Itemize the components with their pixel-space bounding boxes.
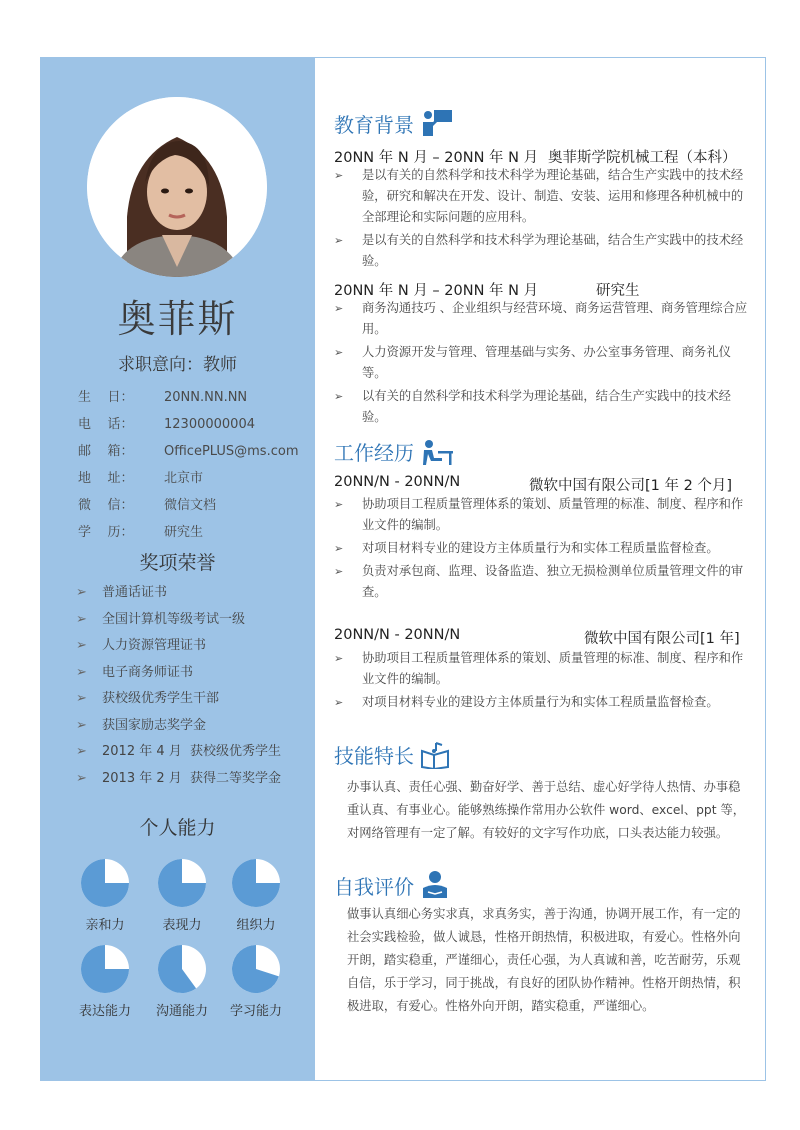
- candidate-name: 奥菲斯: [117, 297, 238, 341]
- education-bullets-1: [334, 165, 752, 274]
- work-entry-header: 20NN/N - 20NN/N 微软中国有限公司[1 年 2 个月]: [334, 474, 733, 494]
- abilities-heading: 个人能力: [139, 817, 216, 839]
- ability-pie: 表现力: [147, 858, 217, 933]
- award-item: ➢ 2013 年 2 月 获得二等奖学金: [76, 766, 281, 793]
- arrow-icon: ➢: [76, 638, 87, 653]
- awards-list: [76, 580, 281, 792]
- pie-chart-icon: [157, 944, 207, 994]
- list-item: ➢ 商务沟通技巧 、企业组织与经营环境、商务运营管理、商务管理综合应用。: [334, 298, 752, 340]
- award-item: ➢ 全国计算机等级考试一级: [76, 607, 281, 634]
- profile-photo: [87, 97, 267, 277]
- skills-heading: 技能特长: [334, 740, 450, 769]
- list-item: ➢ 协助项目工程质量管理体系的策划、质量管理的标准、制度、程序和作业文件的编制。: [334, 494, 752, 536]
- pie-chart-icon: [231, 944, 281, 994]
- education-entry-header: 20NN 年 N 月 – 20NN 年 N 月 研究生: [334, 283, 640, 299]
- arrow-icon: ➢: [76, 717, 87, 733]
- list-item: ➢ 对项目材料专业的建设方主体质量行为和实体工程质量监督检查。: [334, 538, 752, 559]
- arrow-icon: ➢: [334, 346, 344, 359]
- ability-pie: 学习能力: [221, 944, 291, 1019]
- list-item: ➢ 对项目材料专业的建设方主体质量行为和实体工程质量监督检查。: [334, 692, 752, 713]
- work-entry-header: 20NN/N - 20NN/N 微软中国有限公司[1 年]: [334, 627, 740, 647]
- info-row-education: 学 历： 研究生: [78, 525, 204, 540]
- arrow-icon: ➢: [334, 390, 344, 403]
- info-row-phone: 电 话： 12300000004: [78, 417, 255, 432]
- arrow-icon: ➢: [76, 691, 87, 706]
- list-item: ➢ 负责对承包商、监理、设备监造、独立无损检测单位质量管理文件的审查。: [334, 561, 752, 603]
- arrow-icon: ➢: [334, 542, 344, 555]
- education-entry-header: 20NN 年 N 月 – 20NN 年 N 月 奥菲斯学院机械工程（本科）: [334, 150, 737, 166]
- award-item: ➢ 电子商务师证书: [76, 660, 281, 687]
- arrow-icon: ➢: [76, 664, 87, 680]
- work-bullets-2: [334, 648, 752, 715]
- award-item: ➢ 获国家励志奖学金: [76, 713, 281, 740]
- info-row-wechat: 微 信： 微信文档: [78, 498, 217, 513]
- education-heading: 教育背景: [334, 108, 454, 138]
- list-item: ➢ 人力资源开发与管理、管理基础与实务、办公室事务管理、商务礼仪等。: [334, 342, 752, 384]
- award-item: ➢ 2012 年 4 月 获校级优秀学生: [76, 739, 281, 766]
- info-row-email: 邮 箱： OfficePLUS@ms.com: [78, 444, 299, 459]
- ability-pie: 组织力: [221, 858, 291, 933]
- list-item: ➢ 是以有关的自然科学和技术科学为理论基础，结合生产实践中的技术经验，研究和解决在开发、设计、制造、安装、运用和修理各种机械中的全部理论和实际问题的应用科。: [334, 165, 752, 228]
- arrow-icon: ➢: [76, 611, 87, 627]
- award-item: ➢ 获校级优秀学生干部: [76, 686, 281, 713]
- self-eval-heading: 自我评价: [334, 870, 450, 900]
- arrow-icon: ➢: [334, 169, 344, 182]
- arrow-icon: ➢: [334, 696, 344, 709]
- user-reading-icon: [420, 870, 450, 900]
- info-row-birthday: 生 日： 20NN.NN.NN: [78, 390, 248, 405]
- work-heading: 工作经历: [334, 437, 454, 466]
- awards-heading: 奖项荣誉: [139, 552, 216, 574]
- desk-worker-icon: [420, 438, 454, 466]
- personal-info: [78, 384, 298, 546]
- education-bullets-2: [334, 298, 752, 430]
- list-item: ➢ 协助项目工程质量管理体系的策划、质量管理的标准、制度、程序和作业文件的编制。: [334, 648, 752, 690]
- pie-chart-icon: [80, 944, 130, 994]
- job-intent: 求职意向：教师: [118, 355, 237, 375]
- arrow-icon: ➢: [76, 744, 87, 759]
- pie-chart-icon: [157, 858, 207, 908]
- list-item: ➢ 以有关的自然科学和技术科学为理论基础，结合生产实践中的技术经验。: [334, 386, 752, 428]
- info-row-address: 地 址： 北京市: [78, 471, 204, 486]
- teacher-board-icon: [420, 108, 454, 138]
- ability-pie: 亲和力: [70, 858, 140, 933]
- pie-chart-icon: [80, 858, 130, 908]
- ability-pie: 表达能力: [70, 944, 140, 1019]
- pie-chart-icon: [231, 858, 281, 908]
- arrow-icon: ➢: [334, 302, 344, 315]
- ability-pie: 沟通能力: [147, 944, 217, 1019]
- arrow-icon: ➢: [334, 234, 344, 247]
- list-item: ➢ 是以有关的自然科学和技术科学为理论基础，结合生产实践中的技术经验。: [334, 230, 752, 272]
- music-book-icon: [420, 741, 450, 769]
- arrow-icon: ➢: [76, 585, 87, 600]
- arrow-icon: ➢: [334, 498, 344, 511]
- arrow-icon: ➢: [334, 652, 344, 665]
- self-eval-text: 做事认真细心务实求真，求真务实，善于沟通，协调开展工作，有一定的社会实践检验，做人诚恳，性格开朗热情，积极进取，有爱心。性格外向开朗，踏实稳重，严谨细心，责任心强，为人真诚和善，吃苦耐劳，乐观自信，乐于学习，同于挑战，有良好的团队协作精神。性格开朗热情，积极进取，有爱心。性格外向开朗，踏实稳重，严谨细心。: [347, 907, 741, 1013]
- arrow-icon: ➢: [76, 770, 87, 786]
- skills-text: 办事认真、责任心强、勤奋好学、善于总结、虚心好学待人热情、办事稳重认真、有事业心。能够熟练操作常用办公软件 word、excel、ppt 等，对网络管理有一定了解。有较好的文字写作功底，口头表达能力较强。: [347, 780, 746, 840]
- award-item: ➢ 普通话证书: [76, 580, 281, 607]
- award-item: ➢ 人力资源管理证书: [76, 633, 281, 660]
- arrow-icon: ➢: [334, 565, 344, 578]
- work-bullets-1: [334, 494, 752, 605]
